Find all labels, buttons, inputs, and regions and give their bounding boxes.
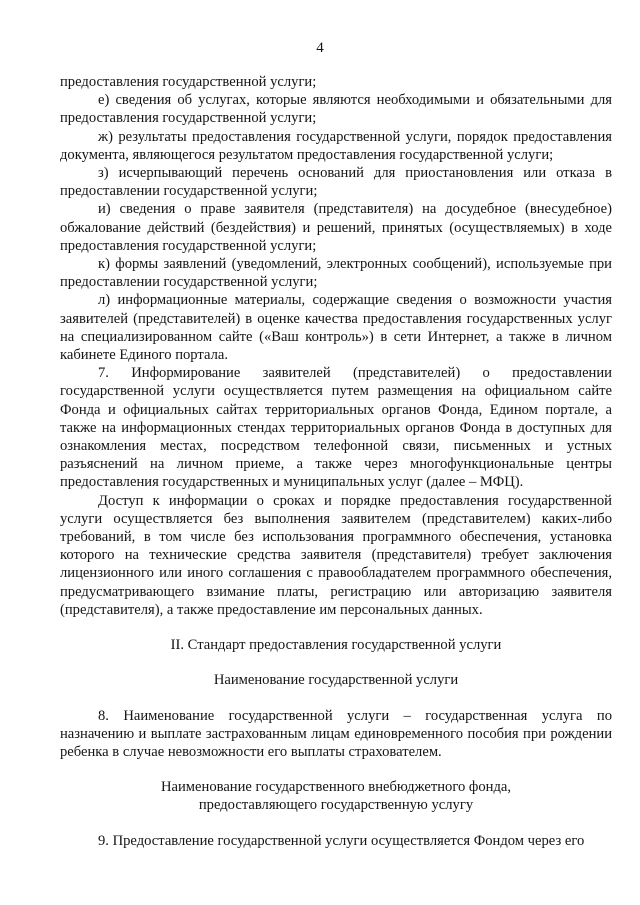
paragraph: 8. Наименование государственной услуги – государственная услуга по назначению и выплате застрахованным лицам единовременного пособия при рождении ребенка в случае невозможности его выплаты страхователем. xyxy=(60,707,612,760)
page-number: 4 xyxy=(316,40,324,56)
section-heading xyxy=(60,778,612,814)
paragraph: ж) результаты предоставления государственной услуги, порядок предоставления документа, являющегося результатом предоставления государственной услуги; xyxy=(60,128,612,163)
section-heading xyxy=(60,636,612,654)
paragraph: е) сведения об услугах, которые являются необходимыми и обязательными для предоставления государственной услуги; xyxy=(60,92,612,127)
section-heading xyxy=(60,671,612,689)
section-spacer xyxy=(60,761,612,778)
paragraph: 9. Предоставление государственной услуги осуществляется Фондом через его xyxy=(98,832,585,849)
document-body xyxy=(60,73,612,850)
paragraph: л) информационные материалы, содержащие сведения о возможности участия заявителей (представителей) в оценке качества предоставления государственных услуг на специализированном сайте («Ваш контроль») в сети Интернет, а также в личном кабинете Единого портала. xyxy=(60,292,612,364)
paragraph: 7. Информирование заявителей (представителей) о предоставлении государственной услуги осуществляется путем размещения на официальном сайте Фонда и официальных сайтах территориальных органов Фонда, Едином портале, а также на информационных стендах территориальных органов Фонда в доступных для ознакомления местах, посредством телефонной связи, письменных и устных разъяснений на личном приеме, а также через многофункциональные центры предоставления государственных и муниципальных услуг (далее – МФЦ). xyxy=(60,365,612,491)
section-spacer xyxy=(60,815,612,832)
paragraph: и) сведения о праве заявителя (представителя) на досудебное (внесудебное) обжалование действий (бездействия) и решений, принятых (осуществляемых) в ходе предоставления государственной услуги; xyxy=(60,201,612,254)
paragraph: з) исчерпывающий перечень оснований для приостановления или отказа в предоставлении государственной услуги; xyxy=(60,165,612,200)
section-spacer xyxy=(60,619,612,636)
paragraph: предоставления государственной услуги; xyxy=(60,74,317,90)
heading-line: II. Стандарт предоставления государственной услуги xyxy=(170,637,502,654)
section-spacer xyxy=(60,690,612,707)
paragraph: к) формы заявлений (уведомлений, электронных сообщений), используемые при предоставлении государственной услуги; xyxy=(60,256,612,291)
paragraph: Доступ к информации о сроках и порядке предоставления государственной услуги осуществляется без выполнения заявителем (представителем) каких-либо требований, в том числе без использования программного обеспечения, установка которого на технические средства заявителя (представителя) требует заключения лицензионного или иного соглашения с правообладателем программного обеспечения, предусматривающего взимание платы, регистрацию или авторизацию заявителя (представителя), а также предоставление им персональных данных. xyxy=(60,492,612,618)
heading-line: Наименование государственной услуги xyxy=(213,672,459,689)
section-spacer xyxy=(60,654,612,671)
heading-line: предоставляющего государственную услугу xyxy=(198,797,474,814)
heading-line: Наименование государственного внебюджетного фонда, xyxy=(160,779,512,796)
